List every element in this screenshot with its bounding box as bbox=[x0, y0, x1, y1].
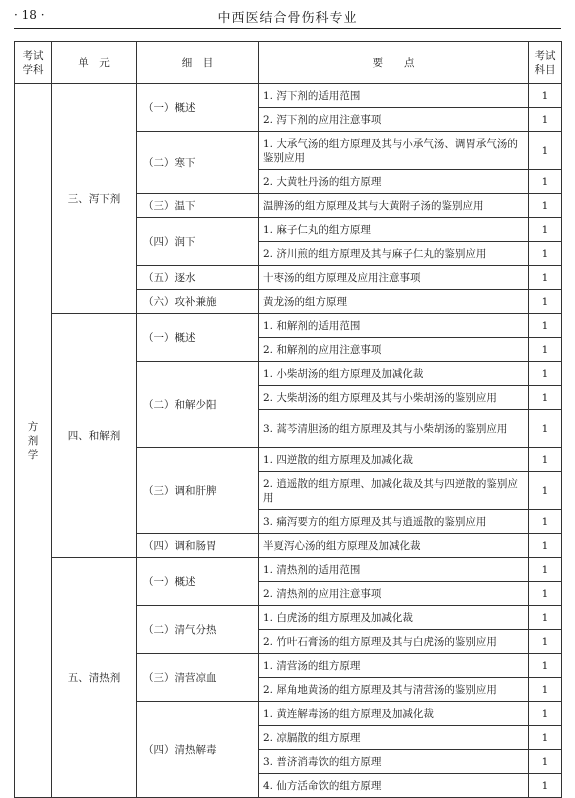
exam-subject-cell: 1 bbox=[529, 774, 562, 798]
exam-subject-cell: 1 bbox=[529, 242, 562, 266]
exam-subject-cell: 1 bbox=[529, 702, 562, 726]
point-cell: 1. 清热剂的适用范围 bbox=[259, 558, 529, 582]
point-cell: 1. 清营汤的组方原理 bbox=[259, 654, 529, 678]
header-exam-subject: 考试 科目 bbox=[529, 42, 562, 84]
exam-subject-cell: 1 bbox=[529, 132, 562, 170]
point-cell: 黄龙汤的组方原理 bbox=[259, 290, 529, 314]
header-item: 细 目 bbox=[137, 42, 259, 84]
point-cell: 半夏泻心汤的组方原理及加减化裁 bbox=[259, 534, 529, 558]
header-points: 要 点 bbox=[259, 42, 529, 84]
point-cell: 1. 和解剂的适用范围 bbox=[259, 314, 529, 338]
exam-subject-cell: 1 bbox=[529, 290, 562, 314]
unit-cell: 三、泻下剂 bbox=[52, 84, 137, 314]
exam-subject-cell: 1 bbox=[529, 194, 562, 218]
header-rule bbox=[14, 28, 561, 29]
exam-subject-cell: 1 bbox=[529, 726, 562, 750]
exam-subject-cell: 1 bbox=[529, 582, 562, 606]
exam-subject-cell: 1 bbox=[529, 314, 562, 338]
exam-subject-cell: 1 bbox=[529, 750, 562, 774]
unit-cell: 四、和解剂 bbox=[52, 314, 137, 558]
table-body bbox=[15, 84, 562, 798]
header-subject: 考试 学科 bbox=[15, 42, 52, 84]
item-cell: （六）攻补兼施 bbox=[137, 290, 259, 314]
point-cell: 2. 和解剂的应用注意事项 bbox=[259, 338, 529, 362]
exam-subject-cell: 1 bbox=[529, 510, 562, 534]
point-cell: 3. 痛泻要方的组方原理及其与逍遥散的鉴别应用 bbox=[259, 510, 529, 534]
point-cell: 2. 济川煎的组方原理及其与麻子仁丸的鉴别应用 bbox=[259, 242, 529, 266]
point-cell: 1. 大承气汤的组方原理及其与小承气汤、调胃承气汤的鉴别应用 bbox=[259, 132, 529, 170]
table-row bbox=[15, 84, 562, 108]
point-cell: 2. 大柴胡汤的组方原理及其与小柴胡汤的鉴别应用 bbox=[259, 386, 529, 410]
exam-subject-cell: 1 bbox=[529, 386, 562, 410]
exam-subject-cell: 1 bbox=[529, 410, 562, 448]
syllabus-table bbox=[14, 41, 562, 798]
item-cell: （二）和解少阳 bbox=[137, 362, 259, 448]
point-cell: 2. 竹叶石膏汤的组方原理及其与白虎汤的鉴别应用 bbox=[259, 630, 529, 654]
point-cell: 1. 泻下剂的适用范围 bbox=[259, 84, 529, 108]
point-cell: 2. 泻下剂的应用注意事项 bbox=[259, 108, 529, 132]
exam-subject-cell: 1 bbox=[529, 448, 562, 472]
exam-subject-cell: 1 bbox=[529, 338, 562, 362]
item-cell: （三）温下 bbox=[137, 194, 259, 218]
item-cell: （四）清热解毒 bbox=[137, 702, 259, 798]
exam-subject-cell: 1 bbox=[529, 654, 562, 678]
point-cell: 1. 四逆散的组方原理及加减化裁 bbox=[259, 448, 529, 472]
table-header-row bbox=[15, 42, 562, 84]
header-unit: 单 元 bbox=[52, 42, 137, 84]
item-cell: （四）调和肠胃 bbox=[137, 534, 259, 558]
exam-subject-cell: 1 bbox=[529, 472, 562, 510]
point-cell: 1. 黄连解毒汤的组方原理及加减化裁 bbox=[259, 702, 529, 726]
point-cell: 2. 清热剂的应用注意事项 bbox=[259, 582, 529, 606]
item-cell: （三）清营凉血 bbox=[137, 654, 259, 702]
subject-cell: 方 剂 学 bbox=[15, 84, 52, 798]
item-cell: （二）清气分热 bbox=[137, 606, 259, 654]
item-cell: （一）概述 bbox=[137, 558, 259, 606]
exam-subject-cell: 1 bbox=[529, 108, 562, 132]
point-cell: 1. 麻子仁丸的组方原理 bbox=[259, 218, 529, 242]
point-cell: 十枣汤的组方原理及应用注意事项 bbox=[259, 266, 529, 290]
item-cell: （三）调和肝脾 bbox=[137, 448, 259, 534]
point-cell: 2. 犀角地黄汤的组方原理及其与清营汤的鉴别应用 bbox=[259, 678, 529, 702]
exam-subject-cell: 1 bbox=[529, 84, 562, 108]
item-cell: （四）润下 bbox=[137, 218, 259, 266]
exam-subject-cell: 1 bbox=[529, 534, 562, 558]
item-cell: （五）逐水 bbox=[137, 266, 259, 290]
point-cell: 2. 逍遥散的组方原理、加减化裁及其与四逆散的鉴别应用 bbox=[259, 472, 529, 510]
point-cell: 温脾汤的组方原理及其与大黄附子汤的鉴别应用 bbox=[259, 194, 529, 218]
item-cell: （一）概述 bbox=[137, 314, 259, 362]
point-cell: 3. 普济消毒饮的组方原理 bbox=[259, 750, 529, 774]
point-cell: 1. 白虎汤的组方原理及加减化裁 bbox=[259, 606, 529, 630]
table-row bbox=[15, 558, 562, 582]
point-cell: 2. 凉膈散的组方原理 bbox=[259, 726, 529, 750]
exam-subject-cell: 1 bbox=[529, 558, 562, 582]
exam-subject-cell: 1 bbox=[529, 630, 562, 654]
exam-subject-cell: 1 bbox=[529, 606, 562, 630]
exam-subject-cell: 1 bbox=[529, 170, 562, 194]
page-title: 中西医结合骨伤科专业 bbox=[217, 11, 358, 26]
page-number: · 18 · bbox=[14, 8, 45, 22]
point-cell: 4. 仙方活命饮的组方原理 bbox=[259, 774, 529, 798]
exam-subject-cell: 1 bbox=[529, 266, 562, 290]
item-cell: （二）寒下 bbox=[137, 132, 259, 194]
table-row bbox=[15, 314, 562, 338]
exam-subject-cell: 1 bbox=[529, 678, 562, 702]
item-cell: （一）概述 bbox=[137, 84, 259, 132]
exam-subject-cell: 1 bbox=[529, 362, 562, 386]
point-cell: 3. 蒿芩清胆汤的组方原理及其与小柴胡汤的鉴别应用 bbox=[259, 410, 529, 448]
unit-cell: 五、清热剂 bbox=[52, 558, 137, 798]
point-cell: 2. 大黄牡丹汤的组方原理 bbox=[259, 170, 529, 194]
exam-subject-cell: 1 bbox=[529, 218, 562, 242]
point-cell: 1. 小柴胡汤的组方原理及加减化裁 bbox=[259, 362, 529, 386]
